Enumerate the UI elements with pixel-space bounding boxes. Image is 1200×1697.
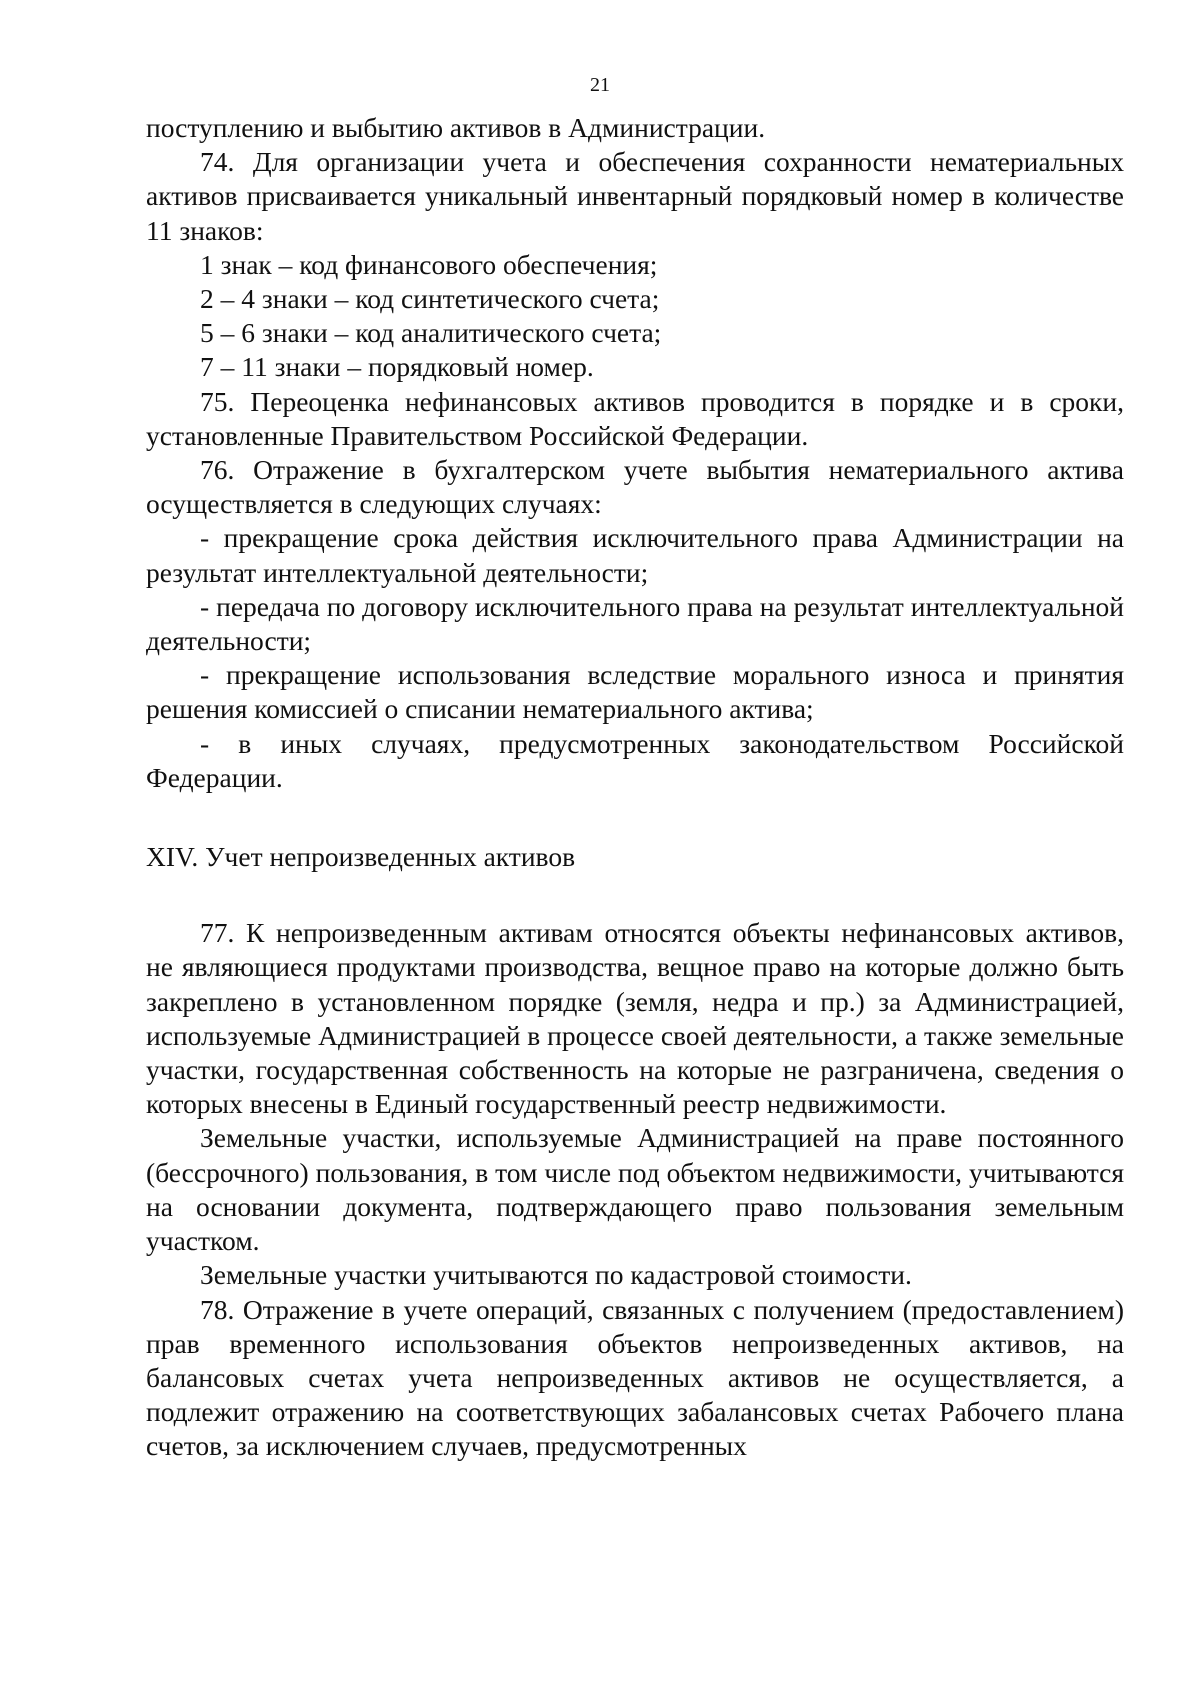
document-body [146, 111, 1124, 1464]
list-item: - прекращение срока действия исключительного права Администрации на результат интеллектуальной деятельности; [146, 522, 1124, 588]
paragraph-74: 74. Для организации учета и обеспечения сохранности нематериальных активов присваивается уникальный инвентарный порядковый номер в количестве 11 знаков: [146, 146, 1124, 246]
list-item: - прекращение использования вследствие морального износа и принятия решения комиссией о списании нематериального актива; [146, 659, 1124, 725]
list-item: 1 знак – код финансового обеспечения; [200, 248, 658, 280]
list-item: 7 – 11 знаки – порядковый номер. [200, 351, 594, 383]
list-item: 5 – 6 знаки – код аналитического счета; [200, 317, 662, 349]
list-item: - передача по договору исключительного права на результат интеллектуальной деятельности; [146, 590, 1124, 657]
paragraph-78: 78. Отражение в учете операций, связанных с получением (предоставлением) прав временного использования объектов непроизведенных активов, на балансовых счетах учета непроизведенных активов не осуществляется, а подлежит отражению на соответствующих забалансовых счетах Рабочего плана счетов, за исключением случаев, предусмотренных [146, 1293, 1124, 1462]
paragraph-75: 75. Переоценка нефинансовых активов проводится в порядке и в сроки, установленные Правительством Российской Федерации. [146, 385, 1124, 451]
page-number: 21 [590, 74, 610, 96]
paragraph: Земельные участки учитываются по кадастровой стоимости. [200, 1259, 912, 1291]
list-item: - в иных случаях, предусмотренных законодательством Российской Федерации. [146, 727, 1124, 793]
section-title: XIV. Учет непроизведенных активов [146, 841, 576, 873]
paragraph: Земельные участки, используемые Администрацией на праве постоянного (бессрочного) пользования, в том числе под объектом недвижимости, учитываются на основании документа, подтверждающего право пользования земельным участком. [146, 1122, 1124, 1257]
paragraph-77: 77. К непроизведенным активам относятся объекты нефинансовых активов, не являющиеся продуктами производства, вещное право на которые должно быть закреплено в установленном порядке (земля, недра и пр.) за Администрацией, используемые Администрацией в процессе своей деятельности, а также земельные участки, государственная собственность на которые не разграничена, сведения о которых внесены в Единый государственный реестр недвижимости. [146, 917, 1124, 1120]
paragraph-continuation: поступлению и выбытию активов в Администрации. [146, 112, 766, 143]
list-item: 2 – 4 знаки – код синтетического счета; [200, 283, 660, 315]
paragraph-76: 76. Отражение в бухгалтерском учете выбытия нематериального актива осуществляется в следующих случаях: [146, 454, 1124, 520]
